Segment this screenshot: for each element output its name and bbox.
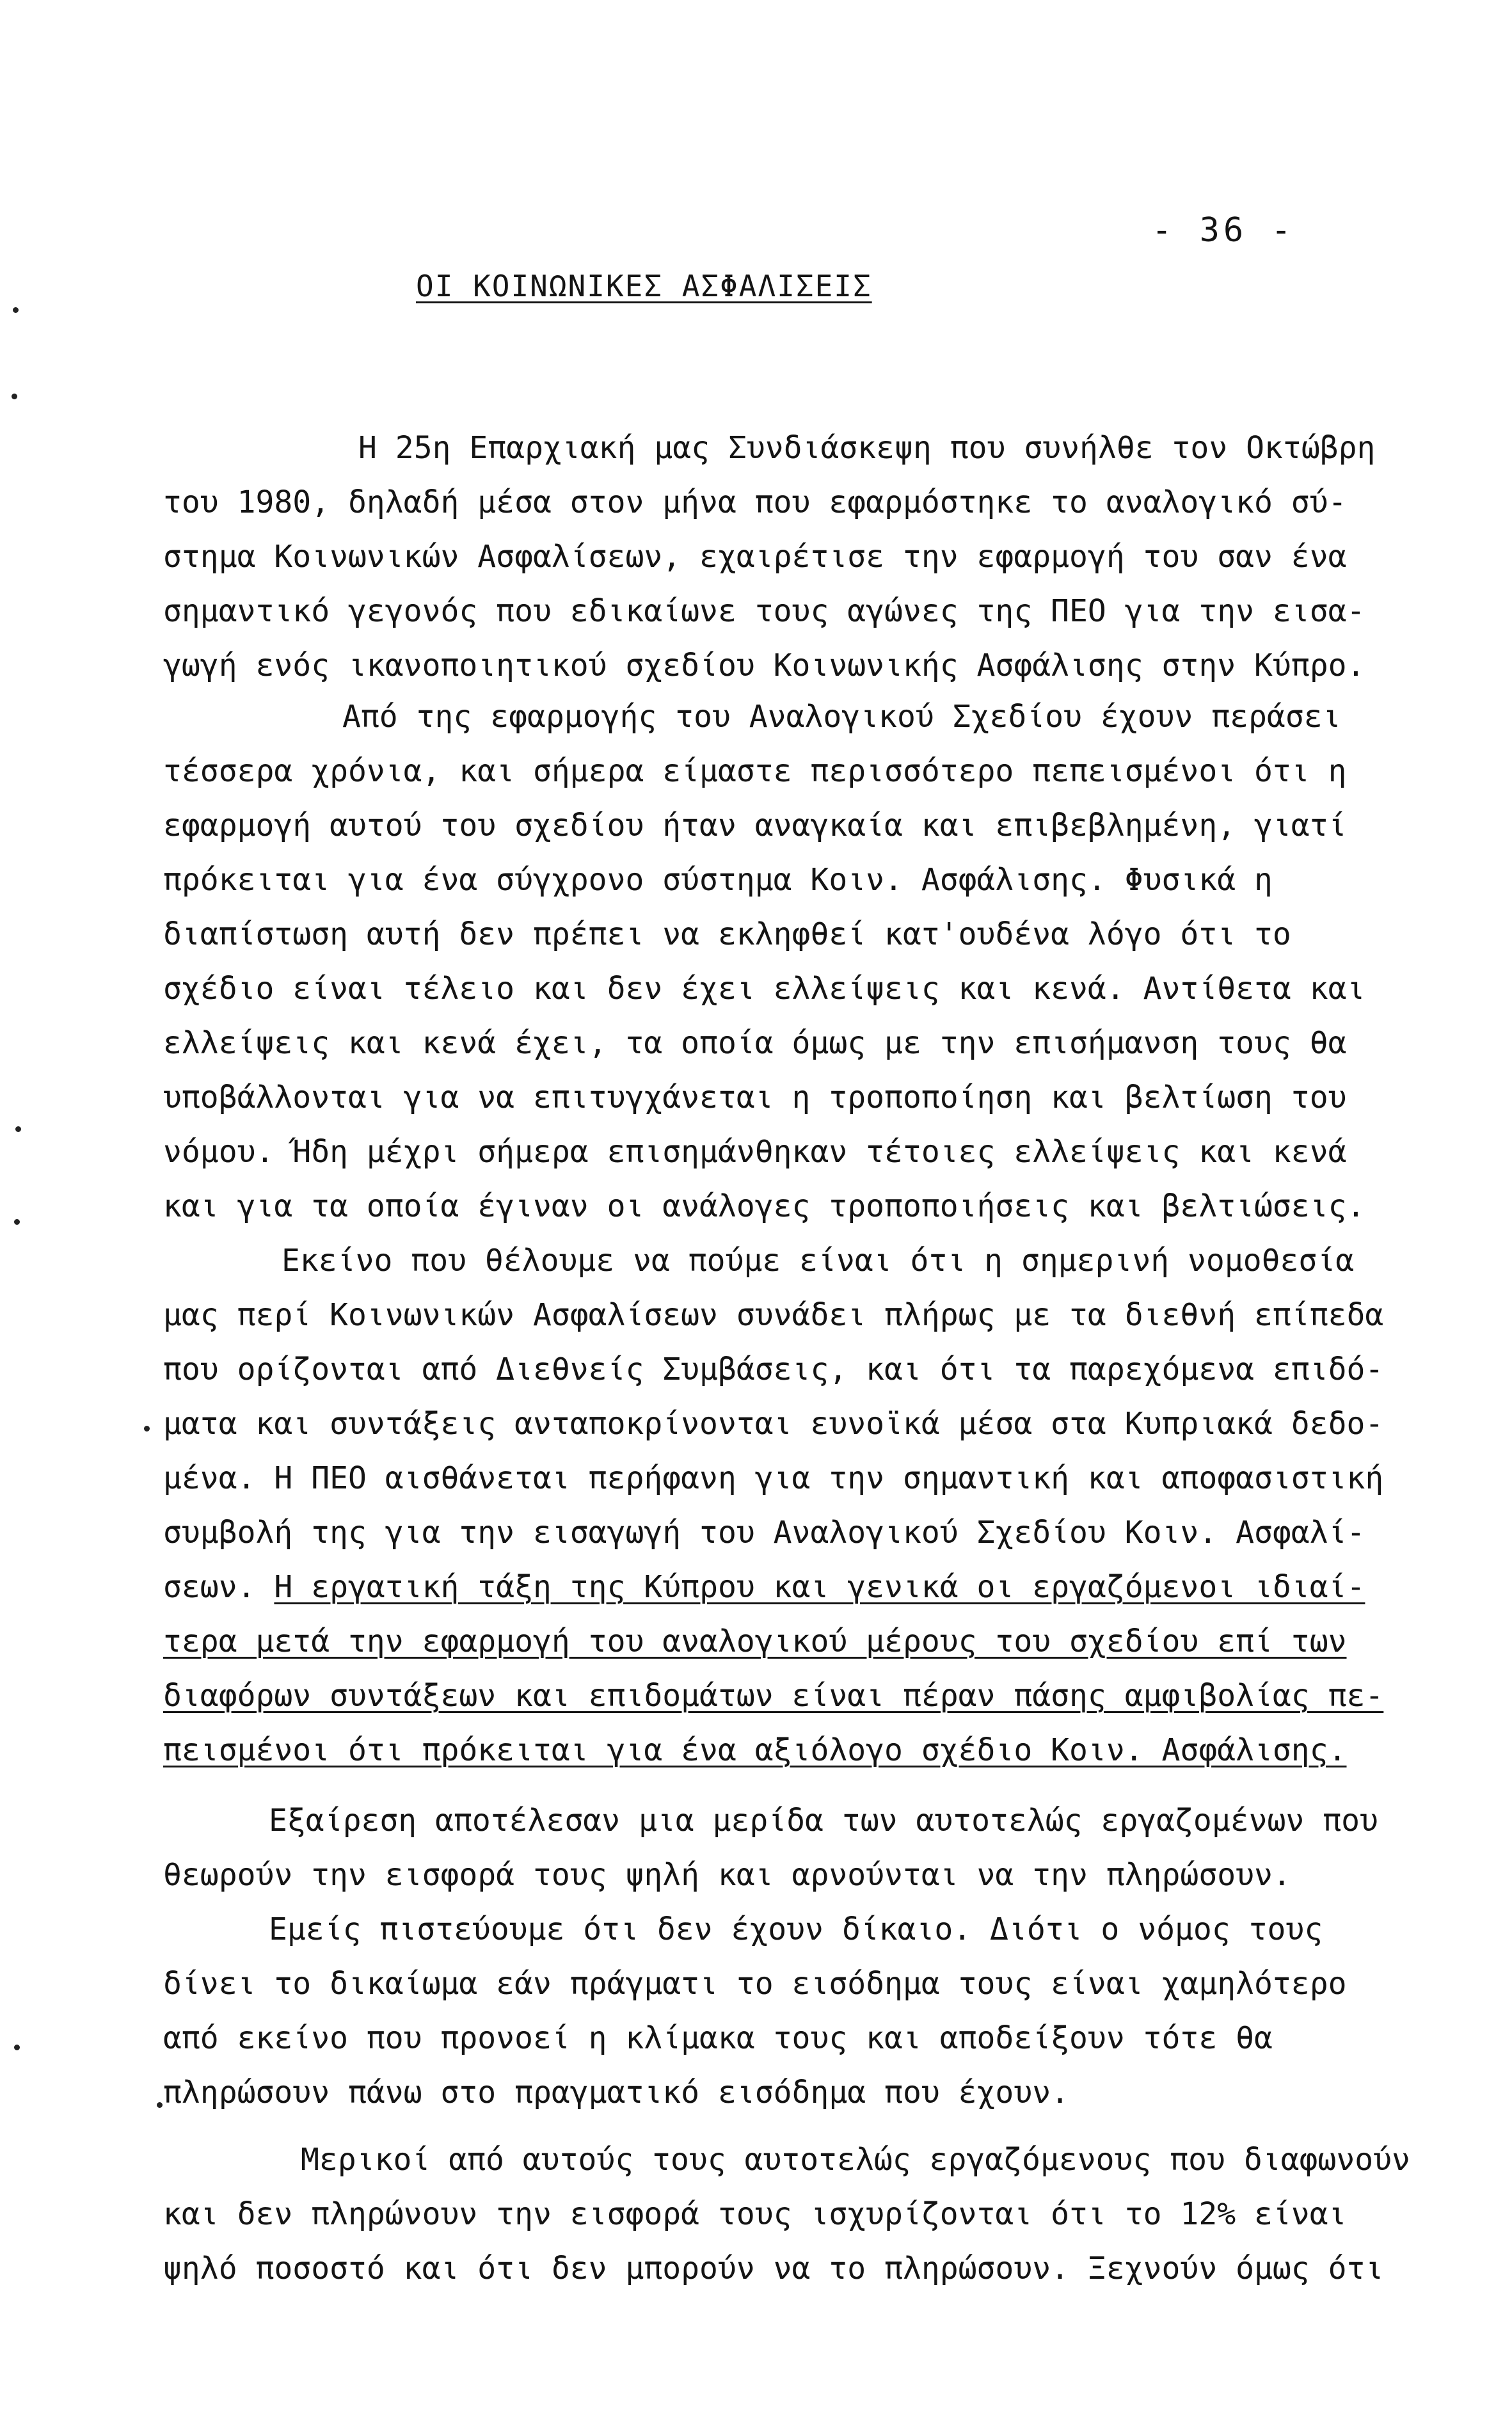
text-line: στημα Κοινωνικών Ασφαλίσεων, εχαιρέτισε την εφαρμογή του σαν ένα [163, 539, 1347, 575]
text-line: ελλείψεις και κενά έχει, τα οποία όμως με την επισήμανση τους θα [163, 1025, 1347, 1061]
underlined-text: Η εργατική τάξη της Κύπρου και γενικά οι εργαζόμενοι ιδιαί- [274, 1569, 1365, 1605]
scan-speck [12, 394, 17, 399]
underlined-text-line: διαφόρων συντάξεων και επιδομάτων είναι πέραν πάσης αμφιβολίας πε- [163, 1678, 1384, 1714]
text-line: από εκείνο που προνοεί η κλίμακα τους και αποδείξουν τότε θα [163, 2020, 1273, 2056]
section-title: ΟΙ ΚΟΙΝΩΝΙΚΕΣ ΑΣΦΑΛΙΣΕΙΣ [416, 269, 872, 303]
text-line: και για τα οποία έγιναν οι ανάλογες τροποποιήσεις και βελτιώσεις. [163, 1188, 1365, 1224]
scan-speck [157, 2102, 163, 2108]
text-line: Εκείνο που θέλουμε να πούμε είναι ότι η σημερινή νομοθεσία [282, 1243, 1355, 1279]
text-line: πρόκειται για ένα σύγχρονο σύστημα Κοιν. Ασφάλισης. Φυσικά η [163, 862, 1273, 898]
text-line: πληρώσουν πάνω στο πραγματικό εισόδημα που έχουν. [163, 2075, 1070, 2110]
text-line [163, 1568, 1430, 1606]
text-line: τέσσερα χρόνια, και σήμερα είμαστε περισσότερο πεπεισμένοι ότι η [163, 753, 1347, 789]
text-line: Η 25η Επαρχιακή μας Συνδιάσκεψη που συνήλθε τον Οκτώβρη [358, 430, 1376, 466]
text-line: Μερικοί από αυτούς τους αυτοτελώς εργαζόμενους που διαφωνούν [301, 2142, 1410, 2178]
page-number: - 36 - [1152, 211, 1295, 250]
text-line: νόμου. Ήδη μέχρι σήμερα επισημάνθηκαν τέτοιες ελλείψεις και κενά [163, 1134, 1347, 1170]
scan-speck [15, 1126, 21, 1132]
text-line: Εξαίρεση αποτέλεσαν μια μερίδα των αυτοτελώς εργαζομένων που [269, 1803, 1378, 1839]
text-span: σεων. [163, 1569, 256, 1605]
text-line: σημαντικό γεγονός που εδικαίωνε τους αγώνες της ΠΕΟ για την εισα- [163, 593, 1365, 629]
text-line: και δεν πληρώνουν την εισφορά τους ισχυρίζονται ότι το 12% είναι [163, 2196, 1347, 2232]
scan-speck [14, 1219, 20, 1225]
text-line: ψηλό ποσοστό και ότι δεν μπορούν να το πληρώσουν. Ξεχνούν όμως ότι [163, 2251, 1384, 2286]
text-line: που ορίζονται από Διεθνείς Συμβάσεις, και ότι τα παρεχόμενα επιδό- [163, 1352, 1384, 1387]
text-line: συμβολή της για την εισαγωγή του Αναλογικού Σχεδίου Κοιν. Ασφαλί- [163, 1515, 1365, 1551]
text-line: διαπίστωση αυτή δεν πρέπει να εκληφθεί κατ'ουδένα λόγο ότι το [163, 916, 1291, 952]
text-line: μένα. Η ΠΕΟ αισθάνεται περήφανη για την σημαντική και αποφασιστική [163, 1460, 1384, 1496]
text-line: μας περί Κοινωνικών Ασφαλίσεων συνάδει πλήρως με τα διεθνή επίπεδα [163, 1297, 1384, 1333]
text-line: δίνει το δικαίωμα εάν πράγματι το εισόδημα τους είναι χαμηλότερο [163, 1966, 1347, 2002]
text-line: γωγή ενός ικανοποιητικού σχεδίου Κοινωνικής Ασφάλισης στην Κύπρο. [163, 648, 1365, 683]
text-line: θεωρούν την εισφορά τους ψηλή και αρνούνται να την πληρώσουν. [163, 1857, 1291, 1893]
scan-speck [13, 307, 19, 313]
scan-speck [144, 1426, 150, 1432]
text-line: Εμείς πιστεύουμε ότι δεν έχουν δίκαιο. Διότι ο νόμος τους [269, 1911, 1323, 1947]
text-line: Από της εφαρμογής του Αναλογικού Σχεδίου έχουν περάσει [342, 699, 1341, 735]
underlined-text-line: πεισμένοι ότι πρόκειται για ένα αξιόλογο σχέδιο Κοιν. Ασφάλισης. [163, 1732, 1347, 1768]
underlined-text-line: τερα μετά την εφαρμογή του αναλογικού μέρους του σχεδίου επί των [163, 1623, 1347, 1659]
text-line: εφαρμογή αυτού του σχεδίου ήταν αναγκαία και επιβεβλημένη, γιατί [163, 808, 1347, 843]
text-line: σχέδιο είναι τέλειο και δεν έχει ελλείψεις και κενά. Αντίθετα και [163, 971, 1365, 1007]
scan-speck [14, 2045, 20, 2050]
text-line: ματα και συντάξεις ανταποκρίνονται ευνοϊκά μέσα στα Κυπριακά δεδο- [163, 1406, 1384, 1442]
text-line: υποβάλλονται για να επιτυγχάνεται η τροποποίηση και βελτίωση του [163, 1080, 1347, 1115]
text-line: του 1980, δηλαδή μέσα στον μήνα που εφαρμόστηκε το αναλογικό σύ- [163, 484, 1347, 520]
